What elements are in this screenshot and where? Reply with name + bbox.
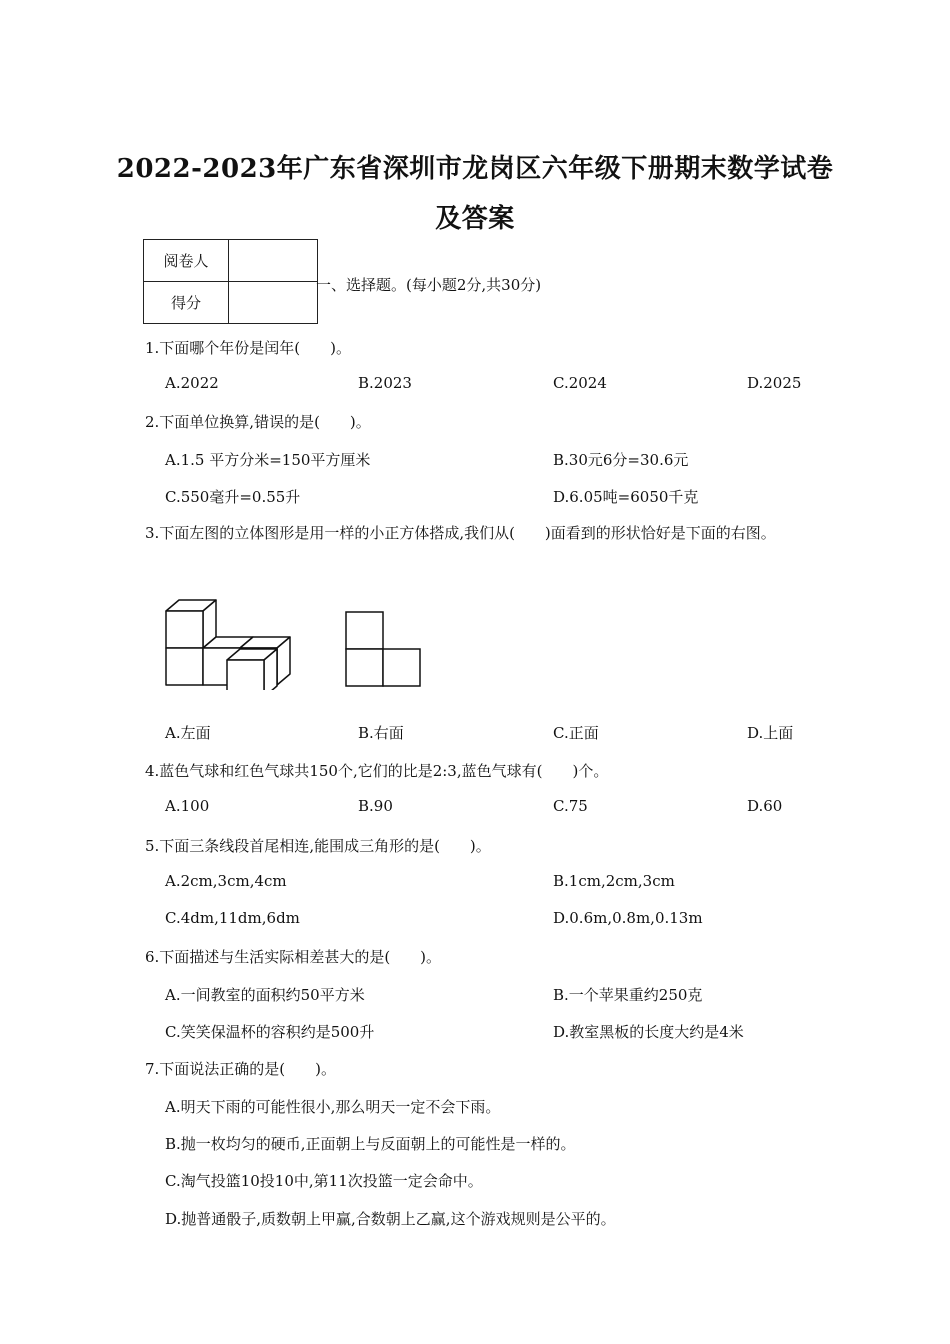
question-5: 5.下面三条线段首尾相连,能围成三角形的是( )。 — [145, 837, 491, 855]
q4-option-a: A.100 — [165, 797, 210, 815]
question-2: 2.下面单位换算,错误的是( )。 — [145, 413, 371, 431]
q5-option-c: C.4dm,11dm,6dm — [165, 909, 300, 927]
q7-option-c: C.淘气投篮10投10中,第11次投篮一定会命中。 — [165, 1172, 483, 1190]
q1-option-b: B.2023 — [358, 374, 412, 392]
section-heading: 一、选择题。(每小题2分,共30分) — [316, 276, 542, 294]
q4-option-d: D.60 — [747, 797, 783, 815]
page-title: 2022-2023年广东省深圳市龙岗区六年级下册期末数学试卷 — [116, 154, 834, 184]
question-3: 3.下面左图的立体图形是用一样的小正方体搭成,我们从( )面看到的形状恰好是下面的右图。 — [145, 524, 776, 542]
question-1: 1.下面哪个年份是闰年( )。 — [145, 339, 352, 357]
score-cell — [229, 282, 318, 324]
q2-option-b: B.30元6分=30.6元 — [553, 451, 689, 469]
q1-option-c: C.2024 — [553, 374, 607, 392]
q2-option-d: D.6.05吨=6050千克 — [553, 488, 699, 506]
q7-option-a: A.明天下雨的可能性很小,那么明天一定不会下雨。 — [165, 1098, 501, 1116]
q4-option-b: B.90 — [358, 797, 393, 815]
score-table — [143, 239, 318, 324]
score-label: 得分 — [144, 282, 229, 324]
q2-option-c: C.550毫升=0.55升 — [165, 488, 301, 506]
reviewer-label: 阅卷人 — [144, 240, 229, 282]
reviewer-cell — [229, 240, 318, 282]
q1-option-d: D.2025 — [747, 374, 802, 392]
q4-option-c: C.75 — [553, 797, 588, 815]
q1-option-a: A.2022 — [165, 374, 219, 392]
q2-option-a: A.1.5 平方分米=150平方厘米 — [165, 451, 371, 469]
q6-option-b: B.一个苹果重约250克 — [553, 986, 703, 1004]
q7-option-d: D.抛普通骰子,质数朝上甲赢,合数朝上乙赢,这个游戏规则是公平的。 — [165, 1210, 616, 1228]
q5-option-a: A.2cm,3cm,4cm — [165, 872, 287, 890]
q7-option-b: B.抛一枚均匀的硬币,正面朝上与反面朝上的可能性是一样的。 — [165, 1135, 576, 1153]
q3-option-b: B.右面 — [358, 724, 404, 742]
q5-option-b: B.1cm,2cm,3cm — [553, 872, 675, 890]
q3-option-c: C.正面 — [553, 724, 599, 742]
question-4: 4.蓝色气球和红色气球共150个,它们的比是2:3,蓝色气球有( )个。 — [145, 762, 609, 780]
q3-option-d: D.上面 — [747, 724, 794, 742]
cube-stack-figure — [160, 595, 295, 690]
q6-option-d: D.教室黑板的长度大约是4米 — [553, 1023, 744, 1041]
q6-option-a: A.一间教室的面积约50平方米 — [165, 986, 365, 1004]
q6-option-c: C.笑笑保温杯的容积约是500升 — [165, 1023, 375, 1041]
q5-option-d: D.0.6m,0.8m,0.13m — [553, 909, 703, 927]
question-6: 6.下面描述与生活实际相差甚大的是( )。 — [145, 948, 442, 966]
view-shape-figure — [343, 609, 423, 689]
question-7: 7.下面说法正确的是( )。 — [145, 1060, 337, 1078]
page-title-continued: 及答案 — [435, 204, 515, 234]
q3-option-a: A.左面 — [165, 724, 211, 742]
